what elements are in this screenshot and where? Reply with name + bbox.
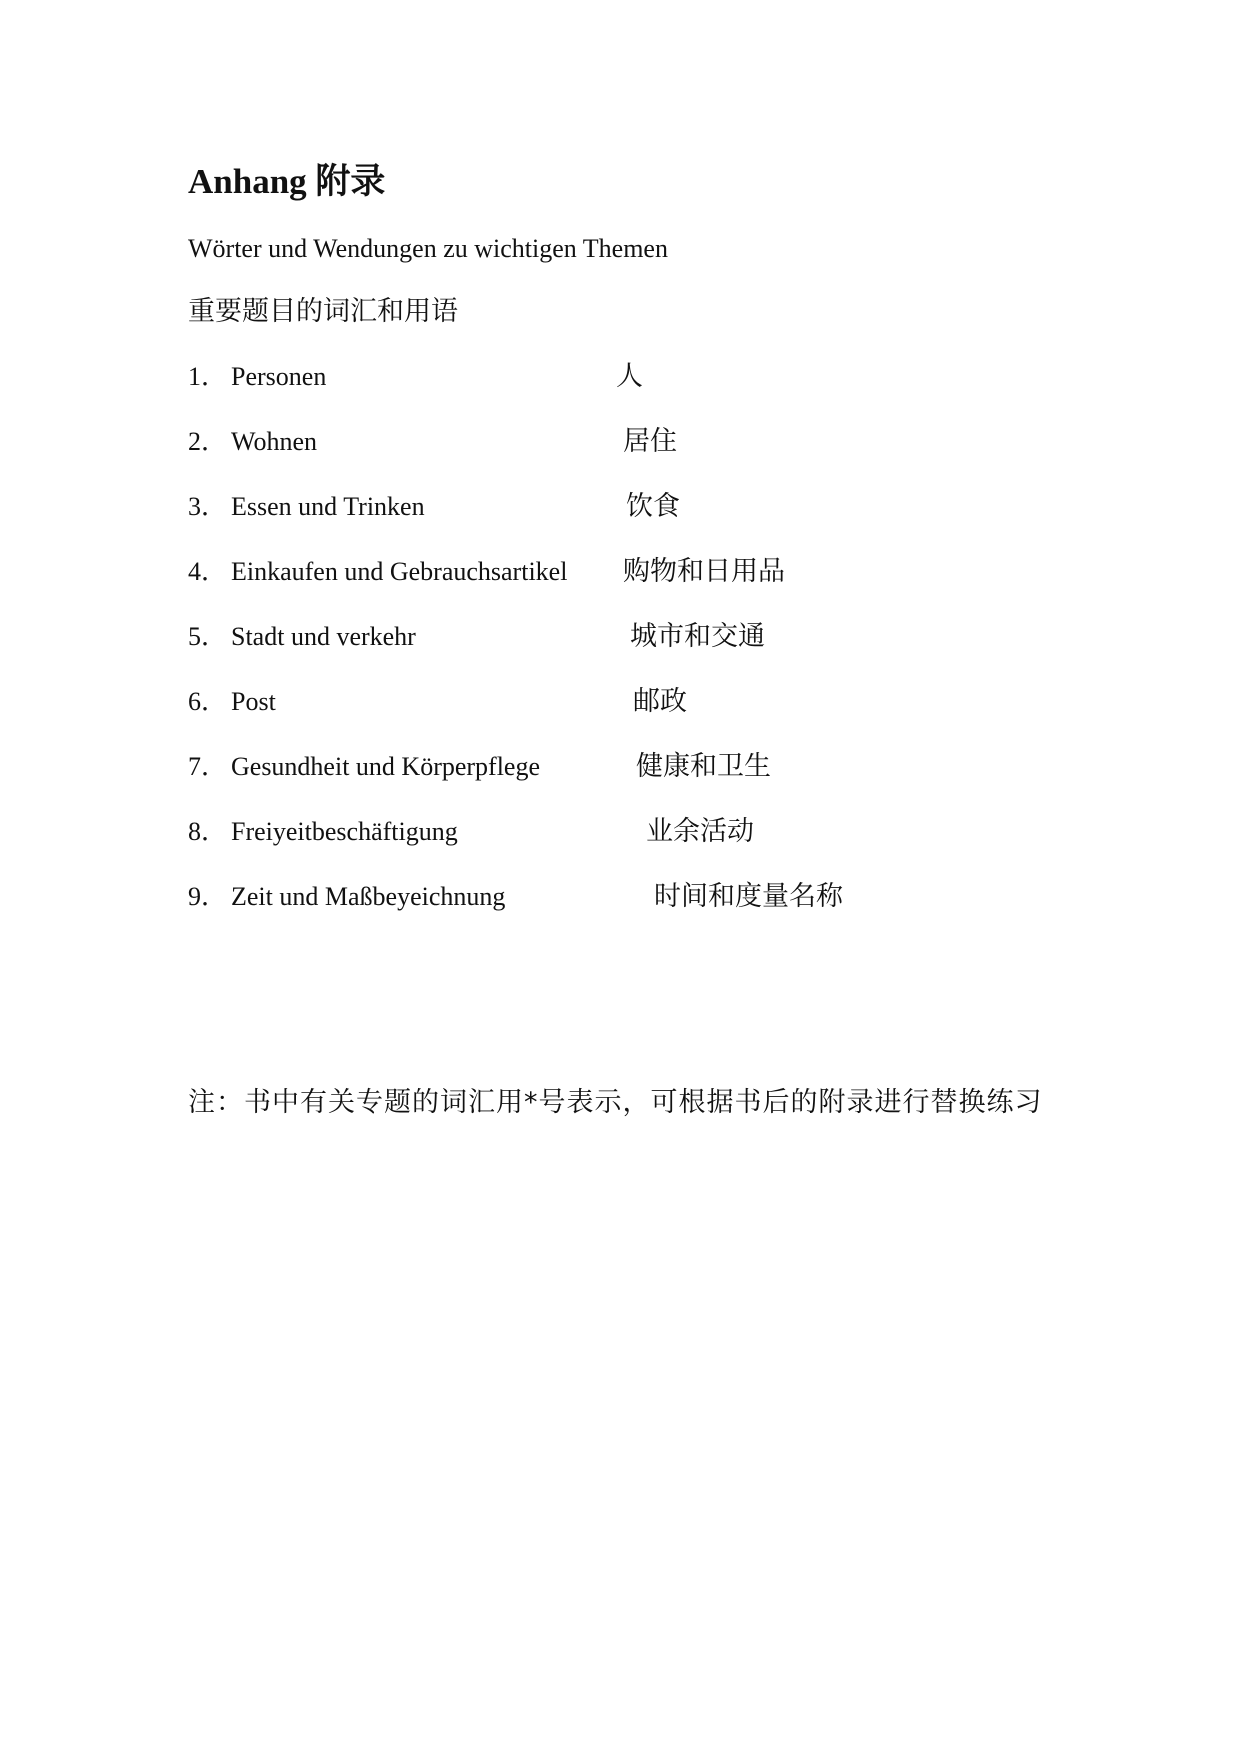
topic-item xyxy=(188,815,1088,880)
topic-chinese: 购物和日用品 xyxy=(623,556,785,587)
topic-item xyxy=(188,620,1088,685)
topic-german: Essen und Trinken xyxy=(231,492,425,521)
topic-german: Einkaufen und Gebrauchsartikel xyxy=(231,557,568,586)
topic-item xyxy=(188,880,1088,945)
footnote: 注：书中有关专题的词汇用*号表示，可根据书后的附录进行替换练习 xyxy=(188,1087,1043,1118)
topic-item xyxy=(188,425,1088,490)
topic-chinese: 邮政 xyxy=(633,686,687,717)
topic-german: Personen xyxy=(231,362,327,391)
subtitle-chinese: 重要题目的词汇和用语 xyxy=(188,296,458,327)
topic-number: 3． xyxy=(188,492,228,521)
topic-chinese: 时间和度量名称 xyxy=(654,881,843,912)
topic-number: 6． xyxy=(188,687,228,716)
subtitle-german: Wörter und Wendungen zu wichtigen Themen xyxy=(188,234,668,263)
topic-number: 2． xyxy=(188,427,228,456)
topic-german: Gesundheit und Körperpflege xyxy=(231,752,541,781)
topic-chinese: 城市和交通 xyxy=(630,621,765,652)
topic-item xyxy=(188,685,1088,750)
topic-number: 5． xyxy=(188,622,228,651)
topic-german: Stadt und verkehr xyxy=(231,622,416,651)
topic-german: Post xyxy=(231,687,276,716)
topic-german: Wohnen xyxy=(231,427,317,456)
topic-chinese: 健康和卫生 xyxy=(636,751,771,782)
topic-number: 7． xyxy=(188,752,228,781)
topic-list xyxy=(188,360,1088,945)
topic-chinese: 人 xyxy=(616,361,643,392)
topic-german: Freiyeitbeschäftigung xyxy=(231,817,458,846)
page-title: Anhang 附录 xyxy=(188,162,386,201)
topic-chinese: 业余活动 xyxy=(646,816,754,847)
topic-item xyxy=(188,555,1088,620)
topic-item xyxy=(188,750,1088,815)
topic-number: 9． xyxy=(188,882,228,911)
topic-item xyxy=(188,360,1088,425)
topic-chinese: 居住 xyxy=(623,426,677,457)
topic-number: 8． xyxy=(188,817,228,846)
topic-chinese: 饮食 xyxy=(626,491,680,522)
topic-german: Zeit und Maßbeyeichnung xyxy=(231,882,506,911)
topic-item xyxy=(188,490,1088,555)
topic-number: 4． xyxy=(188,557,228,586)
topic-number: 1． xyxy=(188,362,228,391)
